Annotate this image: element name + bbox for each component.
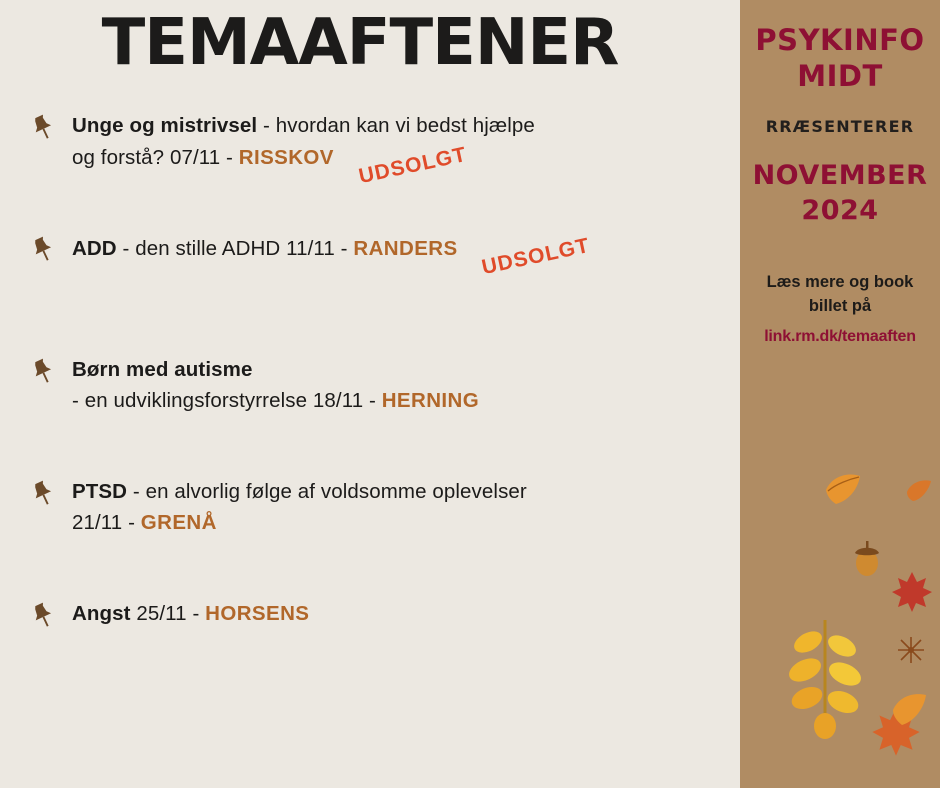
leaf-icon bbox=[890, 690, 930, 735]
status-badge: UDSOLGT bbox=[356, 142, 469, 189]
booking-text: Læs mere og book billet på bbox=[766, 272, 914, 316]
pushpin-icon bbox=[28, 601, 58, 631]
event-detail: 25/11 - bbox=[130, 602, 206, 626]
month-name: NOVEMBER bbox=[752, 159, 928, 191]
event-list bbox=[0, 111, 740, 683]
list-item[interactable] bbox=[28, 233, 740, 317]
pushpin-icon bbox=[28, 357, 58, 387]
booking-info bbox=[740, 270, 940, 350]
event-text-line bbox=[72, 111, 740, 142]
event-detail: og forstå? 07/11 - bbox=[72, 145, 239, 169]
year-number: 2024 bbox=[801, 194, 879, 226]
event-text-line bbox=[72, 142, 740, 189]
event-text-line bbox=[72, 233, 740, 280]
leaf-icon bbox=[822, 470, 868, 515]
pushpin-icon bbox=[28, 479, 58, 509]
event-location: RANDERS bbox=[353, 237, 458, 261]
event-title: ADD bbox=[72, 237, 117, 261]
event-location: GRENÅ bbox=[140, 510, 217, 534]
event-location: HERNING bbox=[381, 388, 480, 412]
event-detail: - den stille ADHD 11/11 - bbox=[116, 237, 354, 261]
pushpin-icon bbox=[28, 235, 58, 265]
page-title: TEMAAFTENER bbox=[101, 6, 619, 80]
event-detail: - hvordan kan vi bedst hjælpe bbox=[257, 114, 535, 138]
event-text-line bbox=[72, 386, 740, 417]
event-location: HORSENS bbox=[205, 602, 310, 626]
event-title: Unge og mistrivsel bbox=[72, 114, 258, 138]
event-title: PTSD bbox=[72, 480, 128, 504]
event-detail: 21/11 - bbox=[72, 510, 141, 534]
event-detail: - en alvorlig følge af voldsomme oplevelser bbox=[127, 480, 527, 504]
list-item[interactable] bbox=[28, 355, 740, 439]
leaf-icon bbox=[905, 478, 933, 509]
status-badge: UDSOLGT bbox=[480, 234, 593, 280]
event-text-line bbox=[72, 355, 740, 386]
event-detail: - en udviklingsforstyrrelse 18/11 - bbox=[72, 388, 382, 412]
event-text-line bbox=[72, 508, 740, 539]
brand-name bbox=[740, 22, 940, 95]
event-text-line bbox=[72, 477, 740, 508]
list-item[interactable] bbox=[28, 599, 740, 683]
month-label bbox=[740, 158, 940, 228]
event-title: Børn med autisme bbox=[72, 358, 253, 382]
maple-leaf-icon bbox=[890, 570, 934, 619]
list-item[interactable] bbox=[28, 477, 740, 561]
presents-label: RRÆSENTERER bbox=[765, 116, 915, 136]
acorn-icon bbox=[850, 538, 884, 583]
event-location: RISSKOV bbox=[238, 145, 334, 169]
booking-link[interactable]: link.rm.dk/temaaften bbox=[764, 328, 916, 346]
brand-line-2: MIDT bbox=[797, 59, 883, 94]
seed-icon bbox=[896, 635, 926, 670]
poster-sidebar bbox=[740, 0, 940, 788]
pushpin-icon bbox=[28, 113, 58, 143]
event-text-line bbox=[72, 599, 740, 630]
rowan-leaf-icon bbox=[780, 612, 870, 747]
list-item[interactable] bbox=[28, 111, 740, 195]
brand-line-1: PSYKINFO bbox=[755, 23, 925, 57]
event-title: Angst bbox=[72, 602, 131, 626]
